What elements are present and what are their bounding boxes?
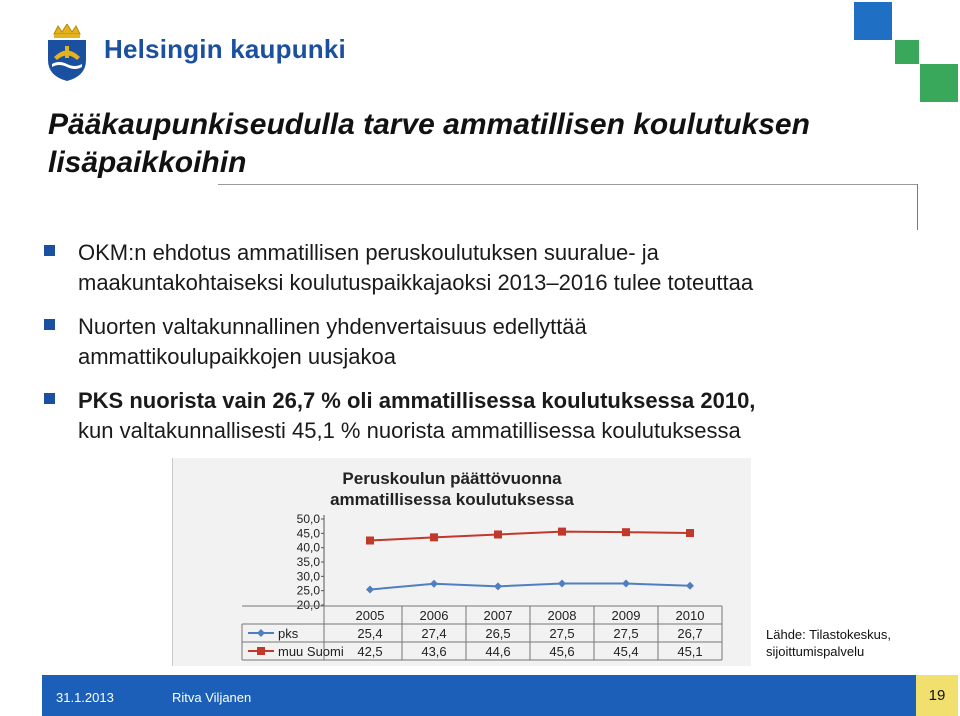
data-point-pks — [622, 580, 630, 588]
square-bullet-icon — [44, 319, 55, 330]
legend-marker — [257, 629, 265, 637]
legend-label: muu Suomi — [278, 644, 344, 659]
table-value: 27,5 — [613, 626, 639, 641]
data-point-muu-suomi — [494, 530, 502, 538]
data-point-pks — [494, 582, 502, 590]
source-line2: sijoittumispalvelu — [766, 644, 865, 659]
square-bullet-icon — [44, 393, 55, 404]
table-value: 42,5 — [357, 644, 383, 659]
corner-square-blue — [854, 2, 892, 40]
y-tick-label: 40,0 — [296, 540, 320, 555]
slide-title-line2: lisäpaikkoihin — [48, 146, 247, 179]
bullet-text-1b: maakuntakohtaiseksi koulutuspaikkajaoksi 2013–2016 tulee toteuttaa — [78, 270, 754, 295]
x-category-label: 2010 — [675, 608, 705, 623]
bullet-item-1 — [44, 238, 904, 298]
bullet-item-2 — [44, 312, 904, 372]
data-point-pks — [558, 580, 566, 588]
data-point-muu-suomi — [430, 533, 438, 541]
table-value: 25,4 — [357, 626, 383, 641]
bullet-text-1a: OKM:n ehdotus ammatillisen peruskoulutuksen suuralue- ja — [78, 240, 659, 265]
y-tick-label: 30,0 — [296, 569, 320, 584]
footer-date: 31.1.2013 — [56, 690, 114, 705]
y-tick-label: 45,0 — [296, 526, 320, 541]
data-point-pks — [366, 586, 374, 594]
y-tick-label: 25,0 — [296, 583, 320, 598]
x-category-label: 2007 — [483, 608, 513, 623]
table-value: 26,5 — [485, 626, 511, 641]
x-category-label: 2005 — [355, 608, 385, 623]
bullet-item-3 — [44, 386, 904, 446]
organization-name: Helsingin kaupunki — [104, 34, 346, 64]
source-line1: Lähde: Tilastokeskus, — [766, 627, 892, 642]
line-chart — [172, 458, 750, 666]
bullet-text-3b: kun valtakunnallisesti 45,1 % nuorista ammatillisessa koulutuksessa — [78, 418, 741, 443]
footer-author: Ritva Viljanen — [172, 690, 252, 705]
x-category-label: 2009 — [611, 608, 641, 623]
helsinki-coat-of-arms-icon — [44, 24, 90, 82]
legend-label: pks — [278, 626, 299, 641]
table-value: 44,6 — [485, 644, 511, 659]
data-point-muu-suomi — [622, 528, 630, 536]
data-point-muu-suomi — [366, 537, 374, 545]
series-line-muu-suomi — [370, 532, 690, 541]
corner-square-green — [895, 40, 919, 64]
slide-title-line1: Pääkaupunkiseudulla tarve ammatillisen koulutuksen — [48, 108, 810, 141]
table-value: 26,7 — [677, 626, 703, 641]
data-point-pks — [686, 582, 694, 590]
y-tick-label: 35,0 — [296, 555, 320, 569]
y-tick-label: 20,0 — [296, 598, 320, 612]
table-value: 45,4 — [613, 644, 639, 659]
title-divider — [218, 184, 918, 185]
x-category-label: 2008 — [547, 608, 577, 623]
table-value: 27,4 — [421, 626, 447, 641]
table-value: 43,6 — [421, 644, 447, 659]
chart-title-line1: Peruskoulun päättövuonna — [342, 469, 562, 488]
square-bullet-icon — [44, 245, 55, 256]
bullet-text-2a: Nuorten valtakunnallinen yhdenvertaisuus edellyttää — [78, 314, 587, 339]
y-tick-label: 50,0 — [296, 512, 320, 526]
data-point-pks — [430, 580, 438, 588]
data-point-muu-suomi — [558, 528, 566, 536]
slide-title — [48, 106, 868, 182]
chart-title-line2: ammatillisessa koulutuksessa — [330, 490, 574, 509]
data-point-muu-suomi — [686, 529, 694, 537]
corner-square-green-large — [920, 64, 958, 102]
page-number: 19 — [916, 675, 958, 716]
legend-marker — [257, 647, 265, 655]
series-line-pks — [370, 584, 690, 590]
x-category-label: 2006 — [419, 608, 449, 623]
table-value: 27,5 — [549, 626, 575, 641]
divider-tick — [917, 184, 918, 230]
bullet-text-2b: ammattikoulupaikkojen uusjakoa — [78, 344, 396, 369]
bullet-text-3a: PKS nuorista vain 26,7 % oli ammatillisessa koulutuksessa 2010, — [78, 388, 756, 413]
chart-source — [766, 626, 891, 660]
table-value: 45,6 — [549, 644, 575, 659]
table-value: 45,1 — [677, 644, 703, 659]
